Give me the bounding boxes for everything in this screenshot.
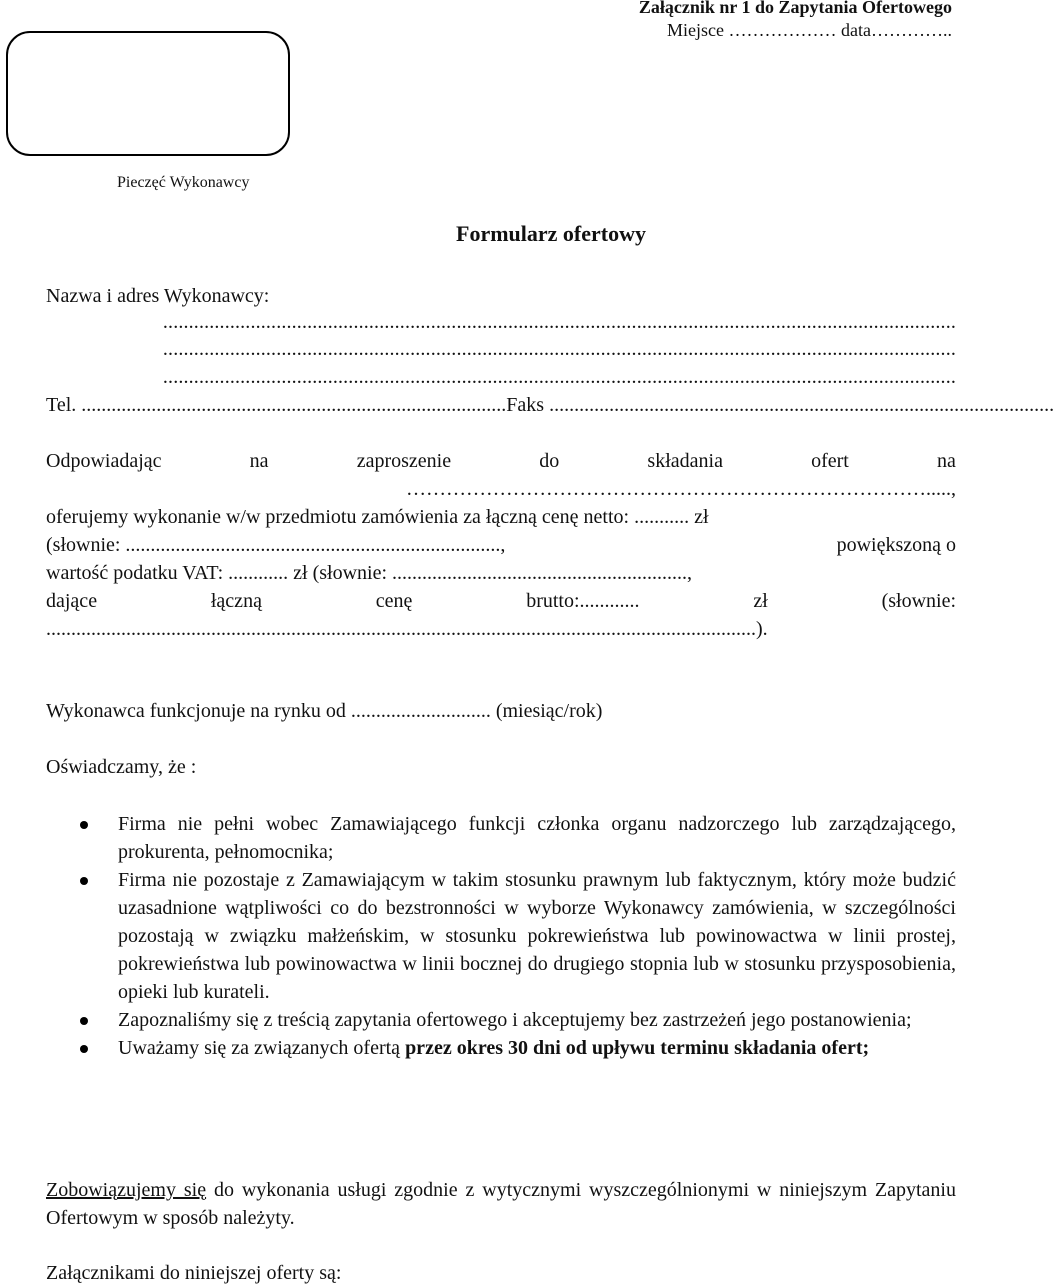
offer-line-3: oferujemy wykonanie w/w przedmiotu zamówienia za łączną cenę netto: ........... zł <box>46 506 709 528</box>
declare-label: Oświadczamy, że : <box>46 756 197 778</box>
annex-title: Załącznik nr 1 do Zapytania Ofertowego <box>638 0 952 17</box>
offer-line-6: dające łączną cenę brutto:............ zł (słownie: <box>46 590 956 612</box>
tel-label: Tel. <box>46 394 77 416</box>
declarations-list <box>80 810 956 1062</box>
declaration-item: Uważamy się za związanych ofertą przez okres 30 dni od upływu terminu składania ofert; <box>80 1034 956 1062</box>
offer-line-1: Odpowiadając na zaproszenie do składania ofert na <box>46 450 956 472</box>
declaration-item: Zapoznaliśmy się z treścią zapytania ofertowego i akceptujemy bez zastrzeżeń jego postanowienia; <box>80 1006 956 1034</box>
stamp-box <box>6 31 290 156</box>
contractor-dots-line-2: .......................................................................................................................................................... <box>162 338 956 360</box>
declaration-item: Firma nie pozostaje z Zamawiającym w takim stosunku prawnym lub faktycznym, który może budzić uzasadnione wątpliwości co do bezstronności w wyborze Wykonawcy zamówienia, w szczególności pozostają w związku małżeńskim, w stosunku pokrewieństwa lub powinowactwa w linii prostej, pokrewieństwa lub powinowactwa w linii bocznej do drugiego stopnia lub w stosunku przysposobienia, opieki lub kurateli. <box>80 866 956 1006</box>
declaration-item: Firma nie pełni wobec Zamawiającego funkcji członka organu nadzorczego lub zarządzającego, prokurenta, pełnomocnika; <box>80 810 956 866</box>
fax-dots: ..................................................................................................... <box>549 394 1054 416</box>
contractor-label: Nazwa i adres Wykonawcy: <box>46 285 270 307</box>
bullet-icon <box>80 877 88 885</box>
bullet-icon <box>80 1017 88 1025</box>
contractor-dots-line-3: .......................................................................................................................................................... <box>162 366 956 388</box>
market-since-line: Wykonawca funkcjonuje na rynku od ............................ (miesiąc/rok) <box>46 700 603 722</box>
commitment-paragraph: Zobowiązujemy się do wykonania usługi zgodnie z wytycznymi wyszczególnionymi w niniejszym Zapytaniu Ofertowym w sposób należyty. <box>46 1179 956 1229</box>
bullet-icon <box>80 1045 88 1053</box>
contractor-dots-line-1: .......................................................................................................................................................... <box>162 311 956 333</box>
bullet-icon <box>80 821 88 829</box>
form-title: Formularz ofertowy <box>456 221 646 246</box>
tel-fax-line <box>46 392 1054 419</box>
fax-group <box>506 392 1054 419</box>
offer-line-7: ..............................................................................................................................................). <box>46 618 768 640</box>
offer-line-5: wartość podatku VAT: ............ zł (słownie: ..........................................................., <box>46 562 693 584</box>
stamp-label: Pieczęć Wykonawcy <box>117 174 250 191</box>
fax-label: Faks <box>506 394 545 416</box>
place-date-line: Miejsce ……………… data………….. <box>667 20 952 40</box>
tel-group <box>46 392 506 419</box>
tel-dots: ..................................................................................... <box>81 394 507 416</box>
attachments-label: Załącznikami do niniejszej oferty są: <box>46 1262 342 1284</box>
offer-line-4: (słownie: ..........................................................................., powiększoną o <box>46 534 956 556</box>
offer-line-2: ……………………………………………………………………....., <box>406 478 956 500</box>
